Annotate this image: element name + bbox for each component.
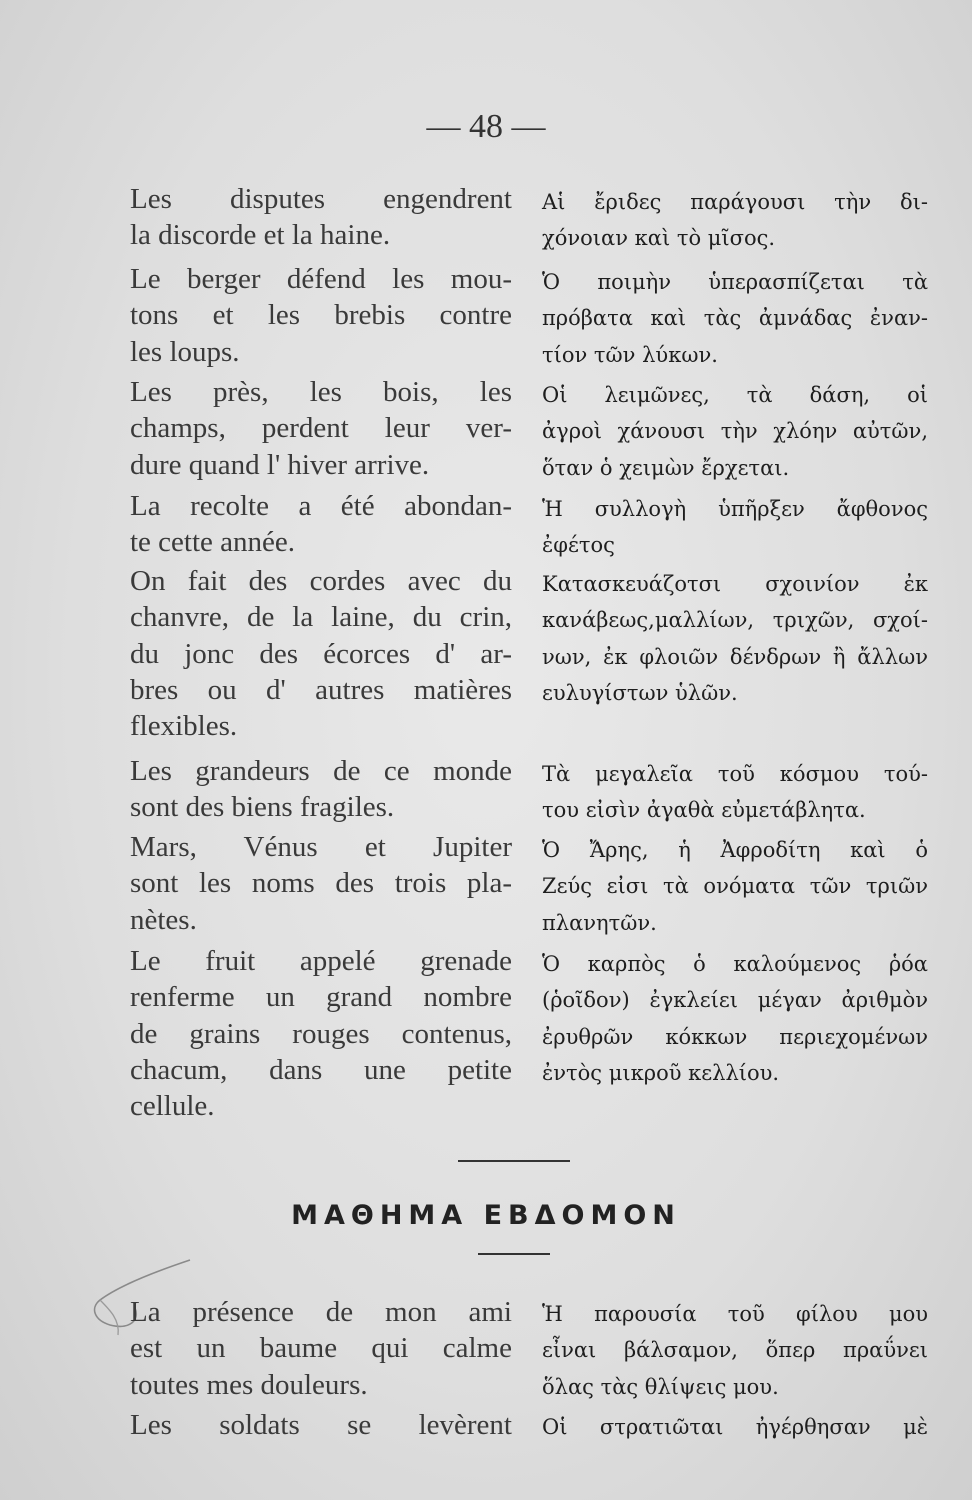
text-line: Ἡ συλλογὴ ὑπῆρξεν ἄφθονος bbox=[542, 497, 928, 521]
text-line: Τὰ μεγαλεῖα τοῦ κόσμου τού- bbox=[542, 762, 928, 786]
text-line: Ὁ ποιμὴν ὑπερασπίζεται τὰ bbox=[542, 270, 928, 294]
text-line: Les soldats se levèrent bbox=[130, 1409, 512, 1441]
text-line: ὅλας τὰς θλίψεις μου. bbox=[542, 1374, 779, 1399]
bottom-divider-rule bbox=[478, 1253, 550, 1255]
lesson-heading: ΜΑΘΗΜΑ ΕΒΔΟΜΟΝ bbox=[291, 1200, 681, 1231]
greek-paragraph bbox=[542, 184, 928, 257]
text-line: les loups. bbox=[130, 335, 240, 368]
text-line: πρόβατα καὶ τὰς ἀμνάδας ἐναν- bbox=[542, 306, 928, 331]
greek-paragraph bbox=[542, 377, 928, 486]
french-paragraph bbox=[130, 374, 512, 483]
french-paragraph bbox=[130, 829, 512, 938]
text-line: du jonc des écorces d' ar- bbox=[130, 637, 512, 670]
top-divider-rule bbox=[458, 1160, 570, 1162]
text-line: cellule. bbox=[130, 1090, 215, 1123]
text-line: ευλυγίστων ὑλῶν. bbox=[542, 680, 738, 705]
text-line: Ζεύς εἰσι τὰ ονόματα τῶν τριῶν bbox=[542, 874, 928, 899]
text-line: La recolte a été abondan- bbox=[130, 490, 512, 522]
french-paragraph bbox=[130, 1407, 512, 1443]
greek-paragraph bbox=[542, 756, 928, 829]
text-line: sont des biens fragiles. bbox=[130, 791, 395, 824]
text-line: nètes. bbox=[130, 903, 197, 936]
text-line: chanvre, de la laine, du crin, bbox=[130, 601, 512, 634]
text-line: Le berger défend les mou- bbox=[130, 263, 512, 295]
text-line: Mars, Vénus et Jupiter bbox=[130, 831, 512, 863]
text-line: ὅταν ὁ χειμὼν ἔρχεται. bbox=[542, 455, 790, 480]
text-line: πλανητῶν. bbox=[542, 910, 657, 935]
text-line: κανάβεως,μαλλίων, τριχῶν, σχοί- bbox=[542, 608, 928, 633]
text-line: dure quand l' hiver arrive. bbox=[130, 448, 430, 481]
text-line: est un baume qui calme bbox=[130, 1332, 512, 1365]
text-line: ἐρυθρῶν κόκκων περιεχομένων bbox=[542, 1024, 928, 1049]
text-line: toutes mes douleurs. bbox=[130, 1368, 368, 1401]
text-line: (ῥοῖδον) ἐγκλείει μέγαν ἀριθμὸν bbox=[542, 988, 928, 1013]
text-line: tons et les brebis contre bbox=[130, 299, 512, 332]
text-line: Ὁ καρπὸς ὁ καλούμενος ῥόα bbox=[542, 952, 928, 976]
text-line: χόνοιαν καὶ τὸ μῖσος. bbox=[542, 226, 776, 251]
greek-bottom-column bbox=[542, 1296, 928, 1456]
greek-column bbox=[542, 184, 928, 1144]
text-line: bres ou d' autres matières bbox=[130, 673, 512, 706]
text-line: τίον τῶν λύκων. bbox=[542, 342, 718, 367]
french-paragraph bbox=[130, 1294, 512, 1403]
text-line: champs, perdent leur ver- bbox=[130, 412, 512, 445]
greek-paragraph bbox=[542, 946, 928, 1091]
french-paragraph bbox=[130, 261, 512, 370]
text-line: ἐφέτος bbox=[542, 533, 615, 558]
text-line: ἐντὸς μικροῦ κελλίου. bbox=[542, 1060, 780, 1085]
french-paragraph bbox=[130, 181, 512, 254]
text-line: On fait des cordes avec du bbox=[130, 565, 512, 597]
text-line: νων, ἐκ φλοιῶν δένδρων ἢ ἄλλων bbox=[542, 644, 928, 669]
text-line: Le fruit appelé grenade bbox=[130, 945, 512, 977]
text-line: sont les noms des trois pla- bbox=[130, 867, 512, 900]
french-bottom-column bbox=[130, 1294, 512, 1454]
greek-paragraph bbox=[542, 832, 928, 941]
page-number: — 48 — bbox=[426, 108, 546, 145]
text-line: de grains rouges contenus, bbox=[130, 1017, 512, 1050]
text-line: Οἱ λειμῶνες, τὰ δάση, οἱ bbox=[542, 383, 928, 407]
text-line: renferme un grand nombre bbox=[130, 981, 512, 1014]
greek-paragraph bbox=[542, 566, 928, 711]
greek-paragraph bbox=[542, 1296, 928, 1405]
text-line: flexibles. bbox=[130, 710, 238, 743]
french-paragraph bbox=[130, 488, 512, 561]
text-line: Les grandeurs de ce monde bbox=[130, 755, 512, 787]
text-line: te cette année. bbox=[130, 526, 296, 559]
greek-paragraph bbox=[542, 1409, 928, 1445]
french-column bbox=[130, 181, 512, 1141]
text-line: Les près, les bois, les bbox=[130, 376, 512, 408]
text-line: Ἡ παρουσία τοῦ φίλου μου bbox=[542, 1302, 928, 1326]
text-line: Les disputes engendrent bbox=[130, 183, 512, 215]
french-paragraph bbox=[130, 943, 512, 1124]
text-line: chacum, dans une petite bbox=[130, 1053, 512, 1086]
text-line: του εἰσὶν ἀγαθὰ εὐμετάβλητα. bbox=[542, 798, 866, 823]
greek-paragraph bbox=[542, 264, 928, 373]
french-paragraph bbox=[130, 753, 512, 826]
text-line: Ὁ Ἄρης, ἡ Ἀφροδίτη καὶ ὁ bbox=[542, 838, 928, 862]
text-line: εἶναι βάλσαμον, ὅπερ πραΰνει bbox=[542, 1338, 928, 1363]
text-line: Οἱ στρατιῶται ἠγέρθησαν μὲ bbox=[542, 1415, 928, 1439]
text-line: Κατασκευάζοτσι σχοινίον ἐκ bbox=[542, 572, 928, 596]
text-line: La présence de mon ami bbox=[130, 1296, 512, 1328]
text-line: ἀγροὶ χάνουσι τὴν χλόην αὐτῶν, bbox=[542, 419, 928, 444]
text-line: Αἱ ἔριδες παράγουσι τὴν δι- bbox=[542, 190, 928, 214]
greek-paragraph bbox=[542, 491, 928, 564]
text-line: la discorde et la haine. bbox=[130, 219, 391, 252]
french-paragraph bbox=[130, 563, 512, 744]
